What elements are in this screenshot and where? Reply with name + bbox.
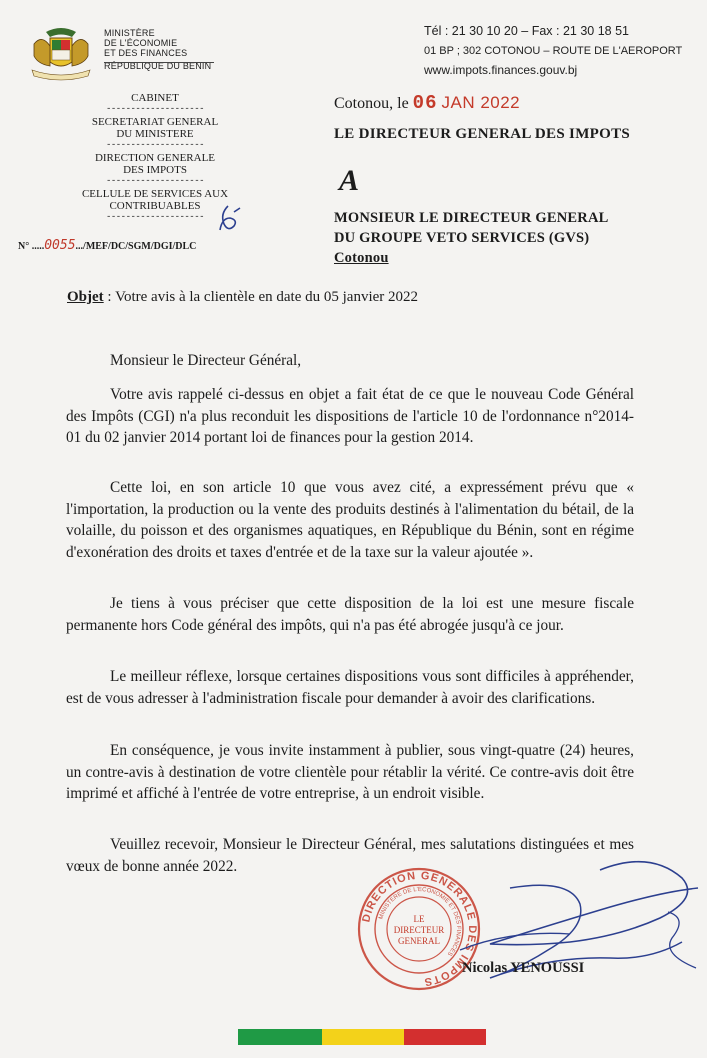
cabinet-label: CABINET	[131, 92, 179, 104]
sg-dashes: --------------------	[105, 140, 205, 150]
ministry-line-3: ET DES FINANCES	[104, 48, 188, 58]
flag-stripe-yellow	[322, 1029, 404, 1045]
object-label: Objet	[67, 289, 104, 305]
csc-line-2: CONTRIBUABLES	[109, 200, 201, 212]
csc-line-1: CELLULE DE SERVICES AUX	[81, 188, 229, 200]
stamp-center-line-2: DIRECTEUR	[393, 925, 445, 935]
recipient-line-2: DU GROUPE VETO SERVICES (GVS)	[334, 230, 590, 246]
dgi-line-2: DES IMPOTS	[123, 164, 187, 176]
stamp-center-line-1: LE	[413, 914, 425, 924]
sender-title: LE DIRECTEUR GENERAL DES IMPOTS	[334, 126, 631, 142]
letter-paragraph-4	[66, 666, 634, 709]
dgi-dashes: --------------------	[105, 176, 205, 186]
stamp-center-line-3: GENERAL	[398, 936, 440, 946]
date-prefix: Cotonou, le	[334, 95, 409, 112]
recipient-city: Cotonou	[334, 250, 389, 266]
ministry-line-2: DE L'ÉCONOMIE	[104, 38, 178, 48]
sg-line-1: SECRETARIAT GENERAL	[91, 116, 219, 128]
republic-name: RÉPUBLIQUE DU BENIN	[104, 61, 212, 71]
object-text: : Votre avis à la clientèle en date du 05 janvier 2022	[103, 289, 419, 305]
sg-line-2: DU MINISTERE	[116, 128, 194, 140]
cabinet-dashes: --------------------	[105, 104, 205, 114]
recipient-line-1: MONSIEUR LE DIRECTEUR GENERAL	[334, 210, 609, 226]
flag-stripe-green	[238, 1029, 322, 1045]
letter-paragraph-5	[66, 740, 634, 805]
letter-date	[334, 92, 520, 114]
date-stamp-month-year: JAN 2022	[441, 93, 521, 112]
reference-suffix: /MEF/DC/SGM/DGI/DLC	[83, 241, 197, 252]
reference-number: N° .....0055.../MEF/DC/SGM/DGI/DLC	[18, 238, 197, 253]
paragraph-text: Cette loi, en son article 10 que vous avez cité, a expressément prévu que « l'importation, la production ou la vente des produits destinés à l'alimentation du bétail, de la volaille, du poisson et des organismes aquatiques, en République du Bénin, sont en régime d'exonération des droits et taxes d'entrée et de la taxe sur la valeur ajoutée ».	[66, 479, 634, 561]
paragraph-text: Votre avis rappelé ci-dessus en objet a fait état de ce que le nouveau Code Général des Impôts (CGI) n'a plus reconduit les dispositions de l'article 10 de l'ordonnance n°2014-01 du 02 janvier 2014 portant loi de finances pour la gestion 2014.	[66, 386, 634, 446]
postal-address: 01 BP ; 302 COTONOU – ROUTE DE L'AEROPORT	[424, 45, 683, 57]
ministry-divider	[104, 62, 214, 63]
benin-coat-of-arms-logo	[24, 26, 98, 82]
website[interactable]: www.impots.finances.gouv.bj	[424, 63, 578, 77]
signatory-name: Nicolas YENOUSSI	[462, 960, 585, 976]
stamp-ring-text: DIRECTION GENERALE DES IMPOTS	[360, 869, 479, 988]
date-stamp-day: 06	[412, 92, 438, 114]
reference-handwritten-number: 0055	[44, 238, 76, 253]
letter-paragraph-2	[66, 477, 634, 563]
paragraph-text: En conséquence, je vous invite instamment à publier, sous vingt-quatre (24) heures, un contre-avis à destination de votre clientèle pour rétablir la vérité. Ce contre-avis doit être imprimé et affiché à l'entrée de votre entreprise, à un endroit visible.	[66, 742, 634, 802]
phone-fax: Tél : 21 30 10 20 – Fax : 21 30 18 51	[424, 24, 630, 38]
ministry-line-1: MINISTÈRE	[104, 28, 155, 38]
paragraph-text: Je tiens à vous préciser que cette disposition de la loi est une mesure fiscale permanente hors Code général des impôts, qui n'a pas été abrogée jusqu'à ce jour.	[66, 595, 634, 634]
paragraph-text: Le meilleur réflexe, lorsque certaines dispositions vous sont difficiles à appréhender, est de vous adresser à l'administration fiscale pour demander à avoir des clarifications.	[66, 668, 634, 707]
letter-paragraph-1	[66, 384, 634, 449]
reference-prefix: N°	[18, 241, 30, 252]
ministry-name	[104, 28, 211, 71]
letter-object	[67, 289, 418, 306]
flag-stripe-red	[404, 1029, 486, 1045]
stamp-inner-ring-text: MINISTERE DE L'ECONOMIE ET DES FINANCES	[378, 886, 462, 957]
salutation: Monsieur le Directeur Général,	[110, 352, 302, 369]
letter-paragraph-3	[66, 593, 634, 636]
csc-dashes: --------------------	[105, 212, 205, 222]
dgi-line-1: DIRECTION GENERALE	[94, 152, 216, 164]
handwritten-initial	[214, 204, 242, 236]
to-marker: A	[339, 164, 360, 197]
paragraph-text: Veuillez recevoir, Monsieur le Directeur Général, mes salutations distinguées et mes vœux de bonne année 2022.	[66, 836, 634, 875]
